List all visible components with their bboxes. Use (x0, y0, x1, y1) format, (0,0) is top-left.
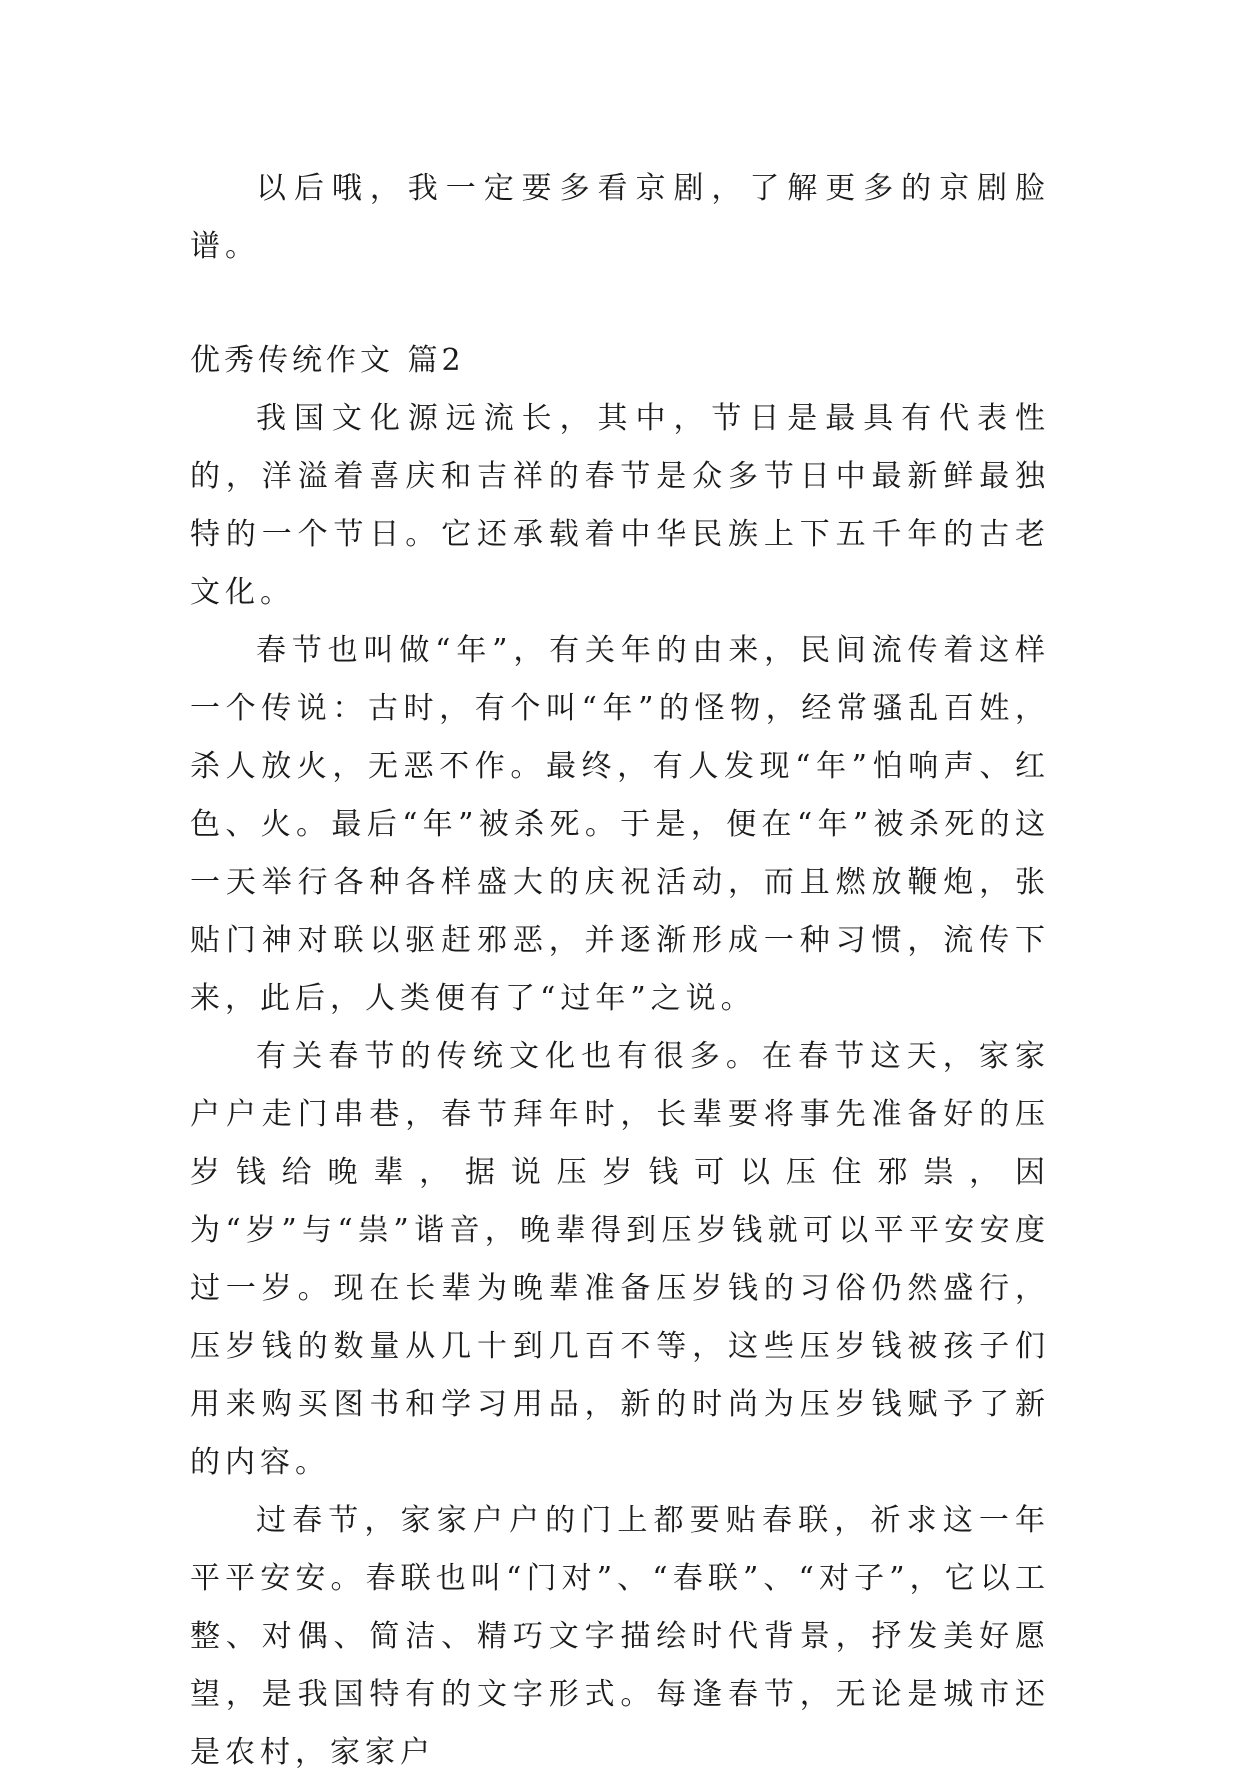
paragraph-3: 有关春节的传统文化也有很多。在春节这天，家家户户走门串巷，春节拜年时，长辈要将事先准备好的压岁钱给晚辈，据说压岁钱可以压住邪祟，因为“岁”与“祟”谐音，晚辈得到压岁钱就可以平平安安度过一岁。现在长辈为晚辈准备压岁钱的习俗仍然盛行，压岁钱的数量从几十到几百不等，这些压岁钱被孩子们用来购买图书和学习用品，新的时尚为压岁钱赋予了新的内容。 (190, 1039, 1050, 1480)
paragraph-2: 春节也叫做“年”，有关年的由来，民间流传着这样一个传说：古时，有个叫“年”的怪物，经常骚乱百姓，杀人放火，无恶不作。最终，有人发现“年”怕响声、红色、火。最后“年”被杀死。于是，便在“年”被杀死的这一天举行各种各样盛大的庆祝活动，而且燃放鞭炮，张贴门神对联以驱赶邪恶，并逐渐形成一种习惯，流传下来，此后，人类便有了“过年”之说。 (190, 633, 1050, 1016)
paragraph-1: 我国文化源远流长，其中，节日是最具有代表性的，洋溢着喜庆和吉祥的春节是众多节日中最新鲜最独特的一个节日。它还承载着中华民族上下五千年的古老文化。 (190, 401, 1050, 610)
closing-paragraph: 以后哦，我一定要多看京剧，了解更多的京剧脸谱。 (190, 171, 1050, 264)
document-body (190, 160, 1050, 1782)
essay-heading: 优秀传统作文 篇2 (190, 343, 465, 378)
paragraph-4: 过春节，家家户户的门上都要贴春联，祈求这一年平平安安。春联也叫“门对”、“春联”、“对子”，它以工整、对偶、简洁、精巧文字描绘时代背景，抒发美好愿望，是我国特有的文字形式。每逢春节，无论是城市还是农村，家家户 (190, 1503, 1050, 1770)
